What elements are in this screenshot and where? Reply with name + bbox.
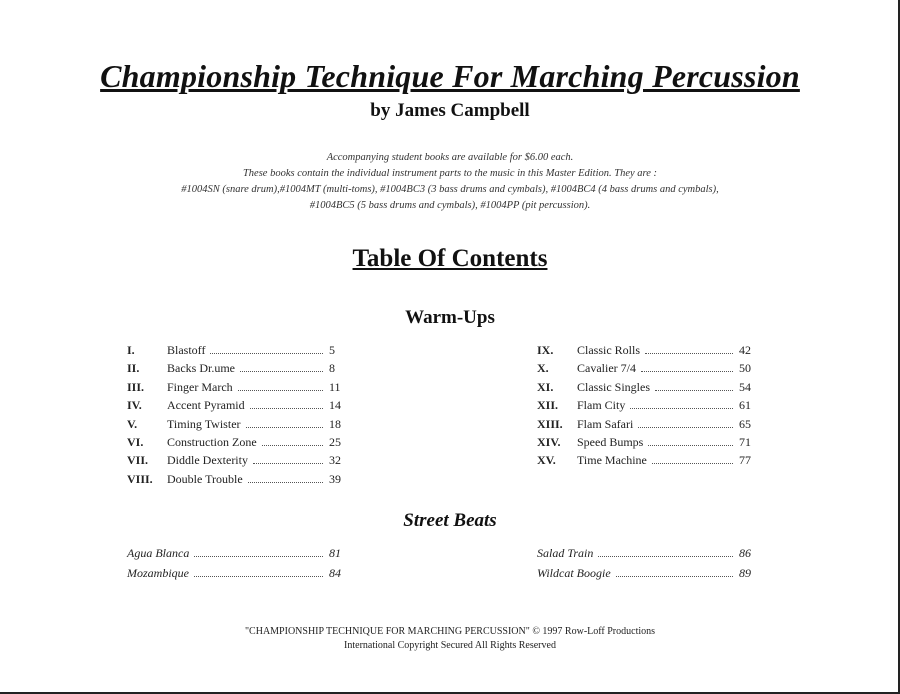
entry-title: Finger March bbox=[167, 379, 233, 394]
intro-line-4: #1004BC5 (5 bass drums and cymbals), #1004PP (pit percussion). bbox=[309, 200, 591, 211]
entry-page-number: 25 bbox=[329, 435, 341, 450]
dot-leader bbox=[638, 427, 733, 428]
entry-page-number: 14 bbox=[329, 398, 341, 413]
entry-page-number: 8 bbox=[329, 361, 335, 376]
toc-heading: Table Of Contents bbox=[352, 245, 548, 272]
toc-entry bbox=[127, 433, 349, 451]
entry-title: Double Trouble bbox=[167, 471, 243, 486]
entry-page-number: 5 bbox=[329, 343, 335, 357]
toc-entry bbox=[537, 396, 759, 414]
toc-entry bbox=[127, 415, 349, 433]
dot-leader bbox=[250, 408, 323, 409]
entry-title: Blastoff bbox=[167, 343, 206, 357]
entry-title: Classic Singles bbox=[577, 379, 651, 394]
toc-entry bbox=[127, 470, 349, 488]
entry-page-number: 54 bbox=[739, 379, 751, 394]
intro-line-2: These books contain the individual instrument parts to the music in this Master Edition. They are : bbox=[242, 168, 658, 179]
entry-title: Classic Rolls bbox=[577, 343, 641, 357]
toc-entry bbox=[537, 378, 759, 396]
entry-page-number: 18 bbox=[329, 416, 341, 431]
entry-number: I. bbox=[127, 343, 135, 357]
entry-page-number: 42 bbox=[739, 343, 751, 357]
entry-page-number: 61 bbox=[739, 398, 751, 413]
entry-title: Wildcat Boogie bbox=[537, 566, 611, 580]
warmups-heading: Warm-Ups bbox=[405, 307, 495, 328]
copyright-line: "CHAMPIONSHIP TECHNIQUE FOR MARCHING PERCUSSION" © 1997 Row-Loff Productions bbox=[244, 626, 656, 637]
dot-leader bbox=[641, 371, 733, 372]
streetbeats-right-column bbox=[537, 543, 759, 583]
entry-page-number: 11 bbox=[329, 379, 341, 394]
toc-entry bbox=[537, 543, 759, 563]
warmups-left-column bbox=[127, 341, 349, 488]
toc-entry bbox=[537, 341, 759, 359]
toc-entry bbox=[537, 359, 759, 377]
intro-line-1: Accompanying student books are available for $6.00 each. bbox=[326, 152, 574, 163]
dot-leader bbox=[210, 353, 323, 354]
entry-title: Salad Train bbox=[537, 546, 594, 560]
toc-entry bbox=[537, 433, 759, 451]
dot-leader bbox=[262, 445, 323, 446]
entry-page-number: 39 bbox=[329, 471, 341, 486]
dot-leader bbox=[194, 556, 323, 557]
toc-entry bbox=[537, 563, 759, 583]
entry-page-number: 50 bbox=[739, 361, 751, 376]
warmups-right-column bbox=[537, 341, 759, 470]
streetbeats-heading: Street Beats bbox=[403, 510, 497, 531]
streetbeats-left-column bbox=[127, 543, 349, 583]
entry-title: Timing Twister bbox=[167, 416, 241, 431]
entry-page-number: 65 bbox=[739, 416, 751, 431]
entry-page-number: 81 bbox=[329, 546, 341, 560]
toc-entry bbox=[127, 451, 349, 469]
entry-title: Cavalier 7/4 bbox=[577, 361, 636, 376]
entry-page-number: 32 bbox=[329, 453, 341, 468]
toc-entry bbox=[127, 341, 349, 359]
dot-leader bbox=[598, 556, 733, 557]
dot-leader bbox=[194, 576, 323, 577]
toc-entry bbox=[127, 543, 349, 563]
dot-leader bbox=[645, 353, 733, 354]
entry-number: XV. bbox=[537, 453, 556, 468]
entry-number: VI. bbox=[127, 435, 144, 450]
dot-leader bbox=[630, 408, 733, 409]
dot-leader bbox=[253, 463, 323, 464]
entry-title: Flam City bbox=[577, 398, 626, 413]
toc-entry bbox=[537, 451, 759, 469]
entry-title: Agua Blanca bbox=[127, 546, 190, 560]
entry-title: Backs Dr.ume bbox=[167, 361, 235, 376]
entry-number: III. bbox=[127, 379, 145, 394]
entry-number: V. bbox=[127, 416, 138, 431]
intro-text bbox=[20, 150, 880, 214]
entry-title: Speed Bumps bbox=[577, 435, 644, 450]
document-title: Championship Technique For Marching Percussion bbox=[100, 58, 800, 94]
entry-number: XI. bbox=[537, 379, 554, 394]
entry-page-number: 86 bbox=[739, 546, 751, 560]
rights-line: International Copyright Secured All Rights Reserved bbox=[344, 640, 556, 651]
author-line: by James Campbell bbox=[370, 100, 530, 121]
entry-number: XIV. bbox=[537, 435, 561, 450]
dot-leader bbox=[246, 427, 323, 428]
entry-title: Accent Pyramid bbox=[167, 398, 245, 413]
entry-number: XIII. bbox=[537, 416, 563, 431]
entry-title: Construction Zone bbox=[167, 435, 257, 450]
entry-number: VII. bbox=[127, 453, 149, 468]
entry-number: VIII. bbox=[127, 471, 153, 486]
toc-entry bbox=[127, 563, 349, 583]
dot-leader bbox=[652, 463, 733, 464]
dot-leader bbox=[616, 576, 733, 577]
copyright-footer bbox=[0, 625, 900, 653]
toc-entry bbox=[127, 359, 349, 377]
dot-leader bbox=[648, 445, 733, 446]
entry-page-number: 89 bbox=[739, 566, 751, 580]
toc-entry bbox=[127, 378, 349, 396]
dot-leader bbox=[248, 482, 323, 483]
entry-title: Mozambique bbox=[127, 566, 189, 580]
dot-leader bbox=[655, 390, 733, 391]
toc-entry bbox=[537, 415, 759, 433]
entry-page-number: 84 bbox=[329, 566, 341, 580]
dot-leader bbox=[238, 390, 323, 391]
entry-number: X. bbox=[537, 361, 549, 376]
entry-title: Time Machine bbox=[577, 453, 647, 468]
dot-leader bbox=[240, 371, 323, 372]
entry-number: IV. bbox=[127, 398, 142, 413]
entry-number: II. bbox=[127, 361, 140, 376]
entry-page-number: 77 bbox=[739, 453, 751, 468]
entry-page-number: 71 bbox=[739, 435, 751, 450]
toc-entry bbox=[127, 396, 349, 414]
entry-number: XII. bbox=[537, 398, 559, 413]
entry-number: IX. bbox=[537, 343, 554, 357]
intro-line-3: #1004SN (snare drum),#1004MT (multi-toms), #1004BC3 (3 bass drums and cymbals), #1004BC4 (4 bass drums and cymbals), bbox=[181, 184, 719, 195]
entry-title: Diddle Dexterity bbox=[167, 453, 248, 468]
entry-title: Flam Safari bbox=[577, 416, 634, 431]
